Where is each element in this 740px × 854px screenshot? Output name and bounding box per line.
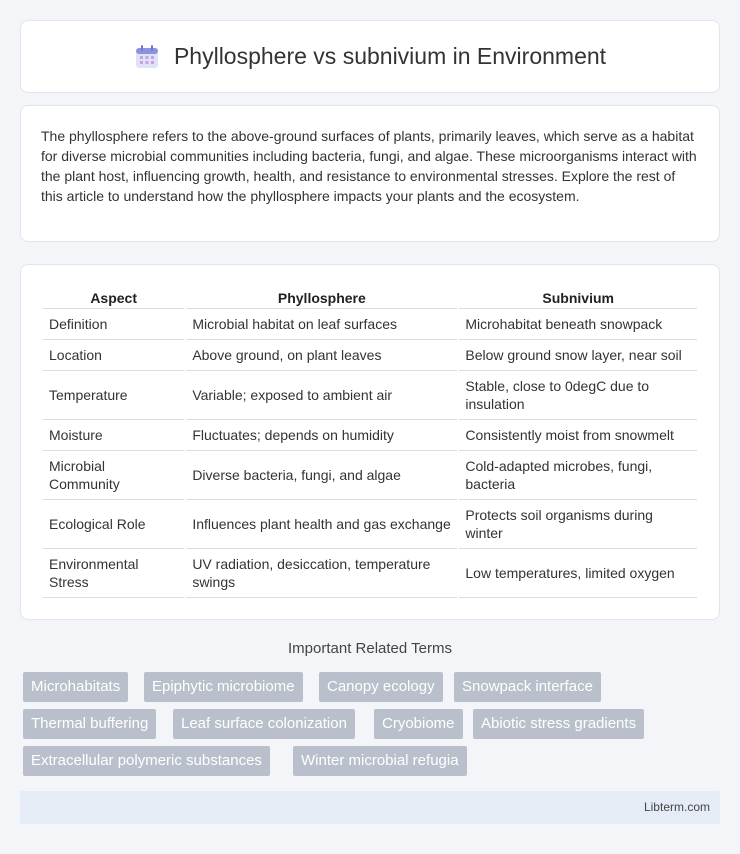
table-cell: Influences plant health and gas exchange [186, 500, 457, 549]
table-cell: Above ground, on plant leaves [186, 340, 457, 371]
table-cell: Stable, close to 0degC due to insulation [459, 371, 697, 420]
table-cell: UV radiation, desiccation, temperature swings [186, 549, 457, 598]
table-cell: Fluctuates; depends on humidity [186, 420, 457, 451]
table-row [43, 549, 697, 598]
intro-card [20, 105, 720, 242]
related-term-tag[interactable]: Canopy ecology [319, 672, 443, 702]
comparison-table [41, 287, 699, 598]
table-cell: Below ground snow layer, near soil [459, 340, 697, 371]
page-title: Phyllosphere vs subnivium in Environment [173, 43, 607, 69]
column-header-aspect: Aspect [43, 287, 184, 309]
related-term-tag[interactable]: Snowpack interface [454, 672, 601, 702]
table-row [43, 500, 697, 549]
intro-paragraph: The phyllosphere refers to the above-ground surfaces of plants, primarily leaves, which serve as a habitat for diverse microbial communities including bacteria, fungi, and algae. These microorganisms interact with the plant host, influencing growth, health, and resistance to environmental stresses. Explore the rest of this article to understand how the phyllosphere impacts your plants and the ecosystem. [41, 128, 697, 204]
table-cell: Location [43, 340, 184, 371]
table-cell: Low temperatures, limited oxygen [459, 549, 697, 598]
table-cell: Environmental Stress [43, 549, 184, 598]
table-cell: Temperature [43, 371, 184, 420]
calendar-grid-icon [134, 44, 160, 70]
related-term-tag[interactable]: Abiotic stress gradients [473, 709, 644, 739]
table-cell: Ecological Role [43, 500, 184, 549]
column-header-subnivium: Subnivium [459, 287, 697, 309]
table-cell: Cold-adapted microbes, fungi, bacteria [459, 451, 697, 500]
title-card [20, 20, 720, 93]
table-cell: Microbial habitat on leaf surfaces [186, 309, 457, 340]
column-header-phyllosphere: Phyllosphere [186, 287, 457, 309]
table-row [43, 340, 697, 371]
related-term-tag[interactable]: Cryobiome [374, 709, 463, 739]
table-cell: Definition [43, 309, 184, 340]
table-row [43, 371, 697, 420]
related-terms-title: Important Related Terms [288, 640, 452, 657]
table-row [43, 451, 697, 500]
table-row [43, 420, 697, 451]
related-term-tag[interactable]: Leaf surface colonization [173, 709, 355, 739]
related-term-tag[interactable]: Thermal buffering [23, 709, 156, 739]
table-cell: Microbial Community [43, 451, 184, 500]
related-term-tag[interactable]: Winter microbial refugia [293, 746, 467, 776]
table-cell: Microhabitat beneath snowpack [459, 309, 697, 340]
footer-site-link[interactable]: Libterm.com [643, 800, 710, 814]
table-row [43, 309, 697, 340]
table-cell: Diverse bacteria, fungi, and algae [186, 451, 457, 500]
related-term-tag[interactable]: Epiphytic microbiome [144, 672, 303, 702]
comparison-table-card [20, 264, 720, 620]
footer [20, 791, 720, 824]
table-cell: Protects soil organisms during winter [459, 500, 697, 549]
table-cell: Consistently moist from snowmelt [459, 420, 697, 451]
related-term-tag[interactable]: Extracellular polymeric substances [23, 746, 270, 776]
table-header-row [43, 287, 697, 309]
table-cell: Moisture [43, 420, 184, 451]
table-cell: Variable; exposed to ambient air [186, 371, 457, 420]
related-term-tag[interactable]: Microhabitats [23, 672, 128, 702]
